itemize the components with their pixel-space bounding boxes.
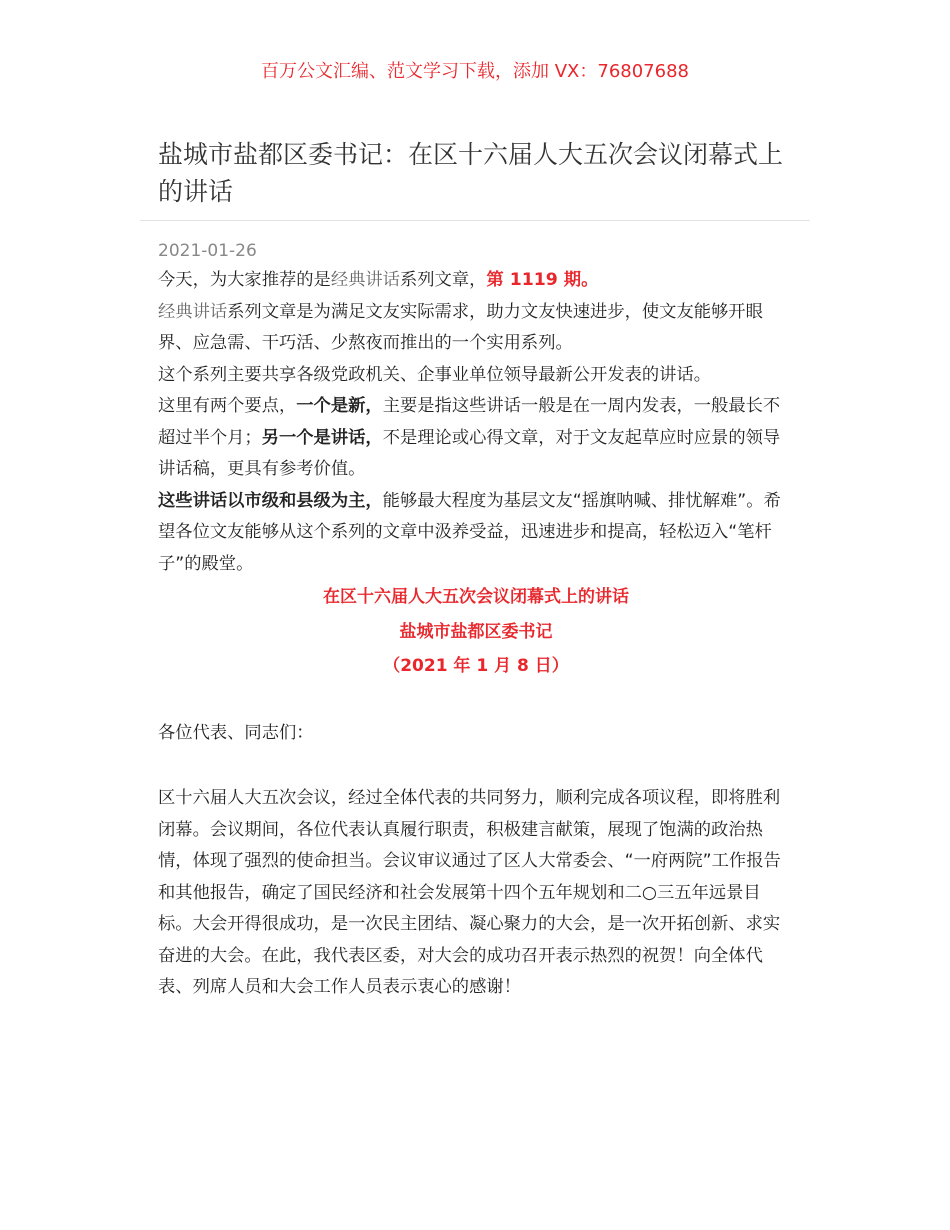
article-title: 盐城市盐都区委书记：在区十六届人大五次会议闭幕式上的讲话 [158, 140, 784, 206]
spacer [158, 684, 794, 718]
intro-paragraph-4: 这里有两个要点，一个是新，主要是指这些讲话一般是在一周内发表，一般最长不超过半个月；另一个是讲话，不是理论或心得文章，对于文友起草应时应景的领导讲话稿，更具有参考价值。 [158, 396, 781, 479]
speech-date: （2021 年 1 月 8 日） [383, 656, 569, 676]
salutation: 各位代表、同志们： [158, 722, 314, 743]
publish-date: 2021-01-26 [158, 241, 257, 261]
intro-paragraph-3: 这个系列主要共享各级党政机关、企事业单位领导最新公开发表的讲话。 [158, 364, 712, 385]
series-name: 经典讲话 [330, 270, 400, 290]
intro-paragraph-5: 这些讲话以市级和县级为主，能够最大程度为基层文友“摇旗呐喊、排忧解难”。希望各位文友能够从这个系列的文章中汲养受益，迅速进步和提高，轻松迈入“笔杆子”的殿堂。 [158, 490, 781, 574]
spacer [158, 749, 794, 783]
intro-paragraph-1: 今天，为大家推荐的是经典讲话系列文章，第 1119 期。 [158, 270, 599, 290]
intro-paragraph-2: 经典讲话系列文章是为满足文友实际需求，助力文友快速进步，使文友能够开眼界、应急需、干巧活、少熬夜而推出的一个实用系列。 [158, 301, 763, 353]
speech-speaker: 盐城市盐都区委书记 [399, 621, 553, 642]
series-name: 经典讲话 [158, 301, 228, 322]
article-body [158, 265, 794, 1004]
speech-paragraph-1: 区十六届人大五次会议，经过全体代表的共同努力，顺利完成各项议程，即将胜利闭幕。会议期间，各位代表认真履行职责，积极建言献策，展现了饱满的政治热情，体现了强烈的使命担当。会议审议通过了区人大常委会、“一府两院”工作报告和其他报告，确定了国民经济和社会发展第十四个五年规划和二○三五年远景目标。大会开得很成功，是一次民主团结、凝心聚力的大会，是一次开拓创新、求实奋进的大会。在此，我代表区委，对大会的成功召开表示热烈的祝贺！向全体代表、列席人员和大会工作人员表示衷心的感谢！ [158, 788, 781, 997]
title-divider [140, 220, 810, 221]
issue-number: 第 1119 期。 [486, 270, 599, 290]
speech-title: 在区十六届人大五次会议闭幕式上的讲话 [323, 587, 629, 607]
promo-banner: 百万公文汇编、范文学习下载，添加 VX：76807688 [261, 61, 689, 82]
